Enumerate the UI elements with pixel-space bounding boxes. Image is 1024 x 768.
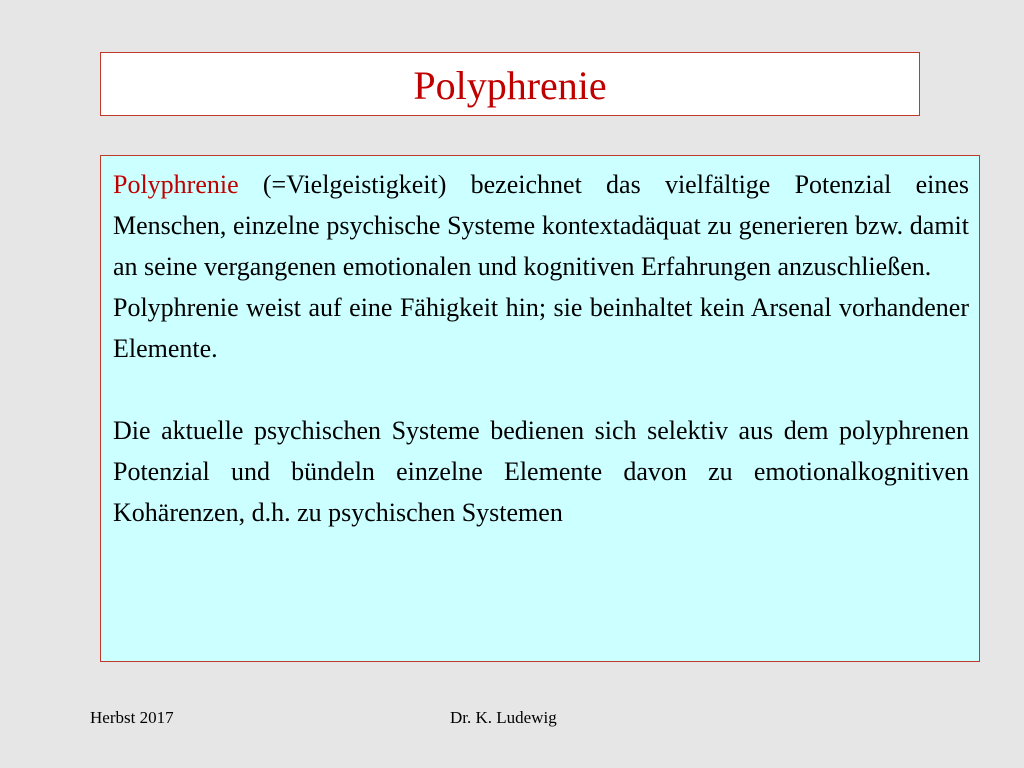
systems-paragraph: Die aktuelle psychischen Systeme bedienen sich selektiv aus dem polyphrenen Potenzial und bündeln einzelne Elemente davon zu emotionalkognitiven Kohärenzen, d.h. zu psychischen Systemen — [113, 416, 969, 527]
slide-title: Polyphrenie — [413, 63, 607, 108]
ability-paragraph: Polyphrenie weist auf eine Fähigkeit hin; sie beinhaltet kein Arsenal vorhandener Elemente. — [113, 293, 969, 363]
definition-text: (=Vielgeistigkeit) bezeichnet das vielfältige Potenzial eines Menschen, einzelne psychische Systeme kontextadäquat zu generieren bzw. damit an seine vergangenen emotionalen und kognitiven Erfahrungen anzuschließen. — [113, 170, 969, 281]
paragraph-spacer — [113, 369, 969, 410]
footer-date: Herbst 2017 — [90, 708, 174, 727]
content-box — [100, 155, 980, 662]
definition-paragraph — [113, 164, 969, 287]
definition-term: Polyphrenie — [113, 170, 239, 199]
title-box — [100, 52, 920, 116]
footer-author: Dr. K. Ludewig — [450, 708, 557, 727]
